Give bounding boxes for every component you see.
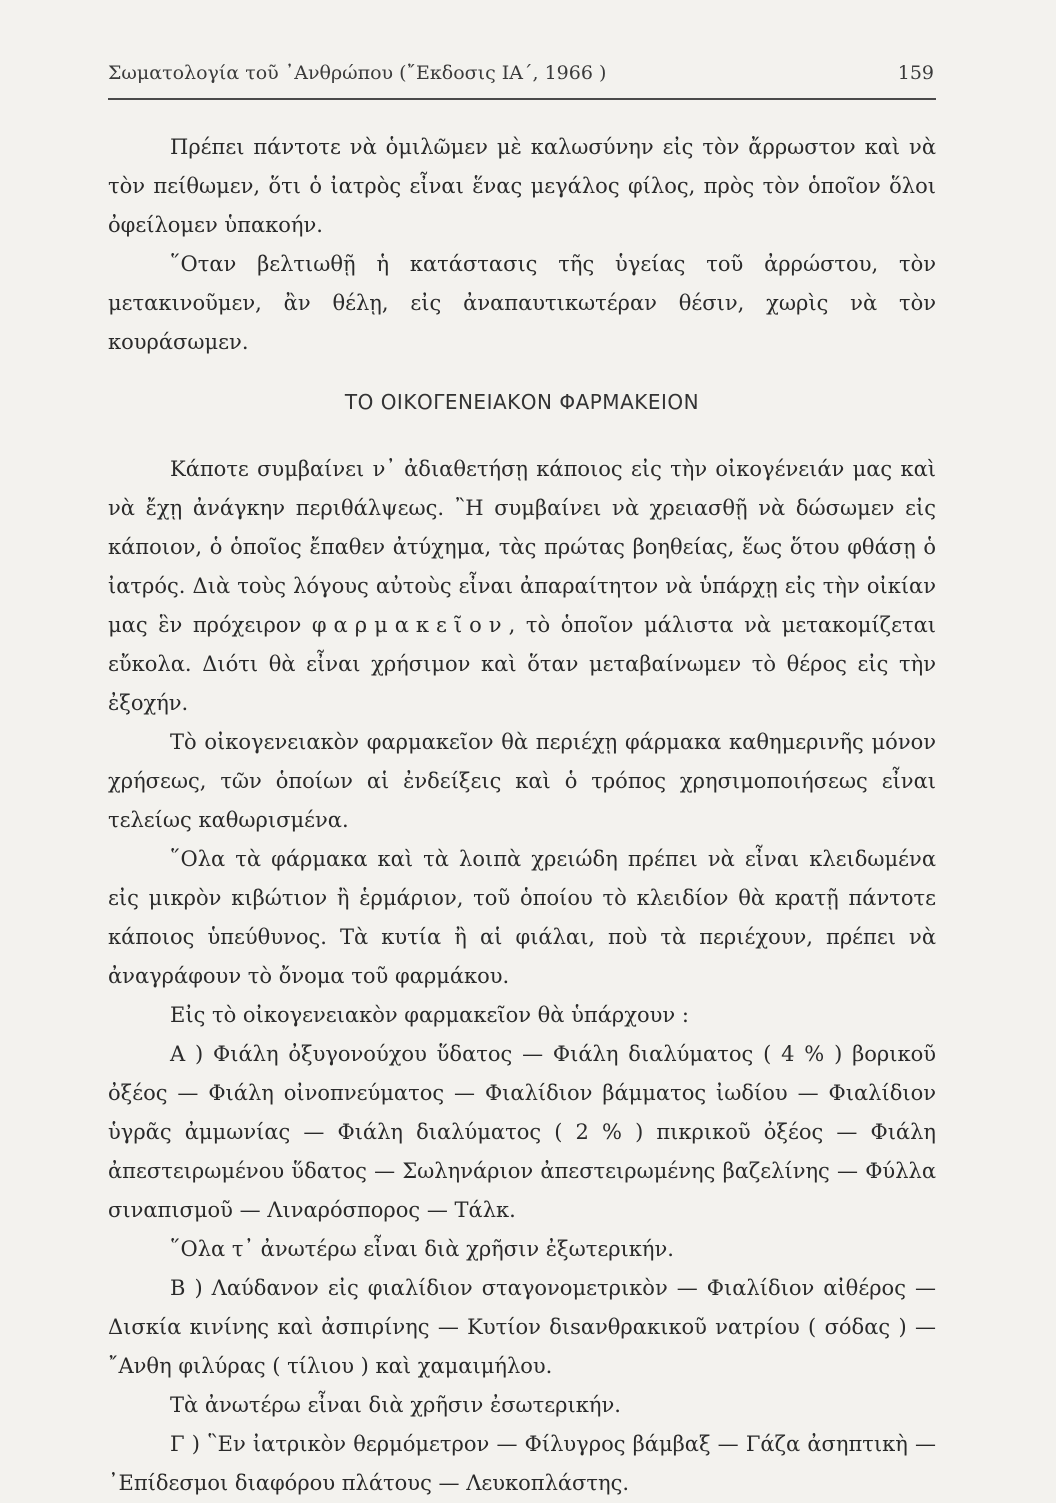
emphasized-word: φαρμακεῖον	[311, 613, 509, 637]
list-item-a: Α ) Φιάλη ὀξυγονούχου ὕδατος — Φιάλη διαλύματος ( 4 % ) βορικοῦ ὀξέος — Φιάλη οἰνοπνεύματος — Φιαλίδιον βάμματος ἰωδίου — Φιαλίδιον ὑγρᾶς ἀμμωνίας — Φιάλη διαλύματος ( 2 % ) πικρικοῦ ὀξέος — Φιάλη ἀπεστειρωμένου ὕδατος — Σωληνάριον ἀπεστειρωμένης βαζελίνης — Φύλλα σιναπισμοῦ — Λιναρόσπορος — Τάλκ.	[108, 1042, 936, 1222]
paragraph-3-after: , τὸ ὁποῖον μάλιστα νὰ μετακομίζεται εὔκολα. Διότι θὰ εἶναι χρήσιμον καὶ ὅταν μεταβαίνωμεν τὸ θέρος εἰς τὴν ἐξοχήν.	[108, 613, 936, 715]
page-number: 159	[897, 62, 934, 84]
paragraph-3	[108, 450, 936, 723]
running-title: Σωματολογία τοῦ ᾿Ανθρώπου (῎Εκδοσις ΙΑ΄, 1966 )	[108, 62, 607, 84]
paragraph-1: Πρέπει πάντοτε νὰ ὁμιλῶμεν μὲ καλωσύνην εἰς τὸν ἄρρωστον καὶ νὰ τὸν πείθωμεν, ὅτι ὁ ἰατρὸς εἶναι ἕνας μεγάλος φίλος, πρὸς τὸν ὁποῖον ὅλοι ὀφείλομεν ὑπακοήν.	[108, 135, 936, 237]
paragraph-2: ῞Οταν βελτιωθῇ ἡ κατάστασις τῆς ὑγείας τοῦ ἀρρώστου, τὸν μετακινοῦμεν, ἂν θέλῃ, εἰς ἀναπαυτικωτέραν θέσιν, χωρὶς νὰ τὸν κουράσωμεν.	[108, 252, 936, 354]
note-a: ῞Ολα τ᾿ ἀνωτέρω εἶναι διὰ χρῆσιν ἐξωτερικήν.	[170, 1237, 674, 1261]
header-rule	[108, 98, 936, 100]
paragraph-6: Εἰς τὸ οἰκογενειακὸν φαρμακεῖον θὰ ὑπάρχουν :	[170, 1003, 689, 1027]
paragraph-5: ῞Ολα τὰ φάρμακα καὶ τὰ λοιπὰ χρειώδη πρέπει νὰ εἶναι κλειδωμένα εἰς μικρὸν κιβώτιον ἢ ἑρμάριον, τοῦ ὁποίου τὸ κλειδίον θὰ κρατῇ πάντοτε κάποιος ὑπεύθυνος. Τὰ κυτία ἢ αἱ φιάλαι, ποὺ τὰ περιέχουν, πρέπει νὰ ἀναγράφουν τὸ ὄνομα τοῦ φαρμάκου.	[108, 847, 936, 988]
paragraph-4: Τὸ οἰκογενειακὸν φαρμακεῖον θὰ περιέχῃ φάρμακα καθημερινῆς μόνον χρήσεως, τῶν ὁποίων αἱ ἐνδείξεις καὶ ὁ τρόπος χρησιμοποιήσεως εἶναι τελείως καθωρισμένα.	[108, 730, 936, 832]
paragraph-3-before: Κάποτε συμβαίνει ν᾿ ἀδιαθετήσῃ κάποιος εἰς τὴν οἰκογένειάν μας καὶ νὰ ἔχῃ ἀνάγκην περιθάλψεως. ῍Η συμβαίνει νὰ χρειασθῇ νὰ δώσωμεν εἰς κάποιον, ὁ ὁποῖος ἔπαθεν ἀτύχημα, τὰς πρώτας βοηθείας, ἕως ὅτου φθάσῃ ὁ ἰατρός. Διὰ τοὺς λόγους αὐτοὺς εἶναι ἀπαραίτητον νὰ ὑπάρχῃ εἰς τὴν οἰκίαν μας ἓν πρόχειρον	[108, 457, 936, 637]
section-heading: ΤΟ ΟΙΚΟΓΕΝΕΙΑΚΟΝ ΦΑΡΜΑΚΕΙΟΝ	[344, 390, 700, 414]
body-text	[108, 128, 936, 1503]
note-b: Τὰ ἀνωτέρω εἶναι διὰ χρῆσιν ἐσωτερικήν.	[170, 1393, 621, 1417]
list-item-c: Γ ) ῝Εν ἰατρικὸν θερμόμετρον — Φίλυγρος βάμβαξ — Γάζα ἀσηπτικὴ — ᾿Επίδεσμοι διαφόρου πλάτους — Λευκοπλάστης.	[108, 1432, 936, 1495]
list-item-b: Β ) Λαύδανον εἰς φιαλίδιον σταγονομετρικὸν — Φιαλίδιον αἰθέρος — Δισκία κινίνης καὶ ἀσπιρίνης — Κυτίον διsανθρακικοῦ νατρίου ( σόδας ) — ῎Ανθη φιλύρας ( τίλιου ) καὶ χαμαιμήλου.	[108, 1276, 936, 1378]
